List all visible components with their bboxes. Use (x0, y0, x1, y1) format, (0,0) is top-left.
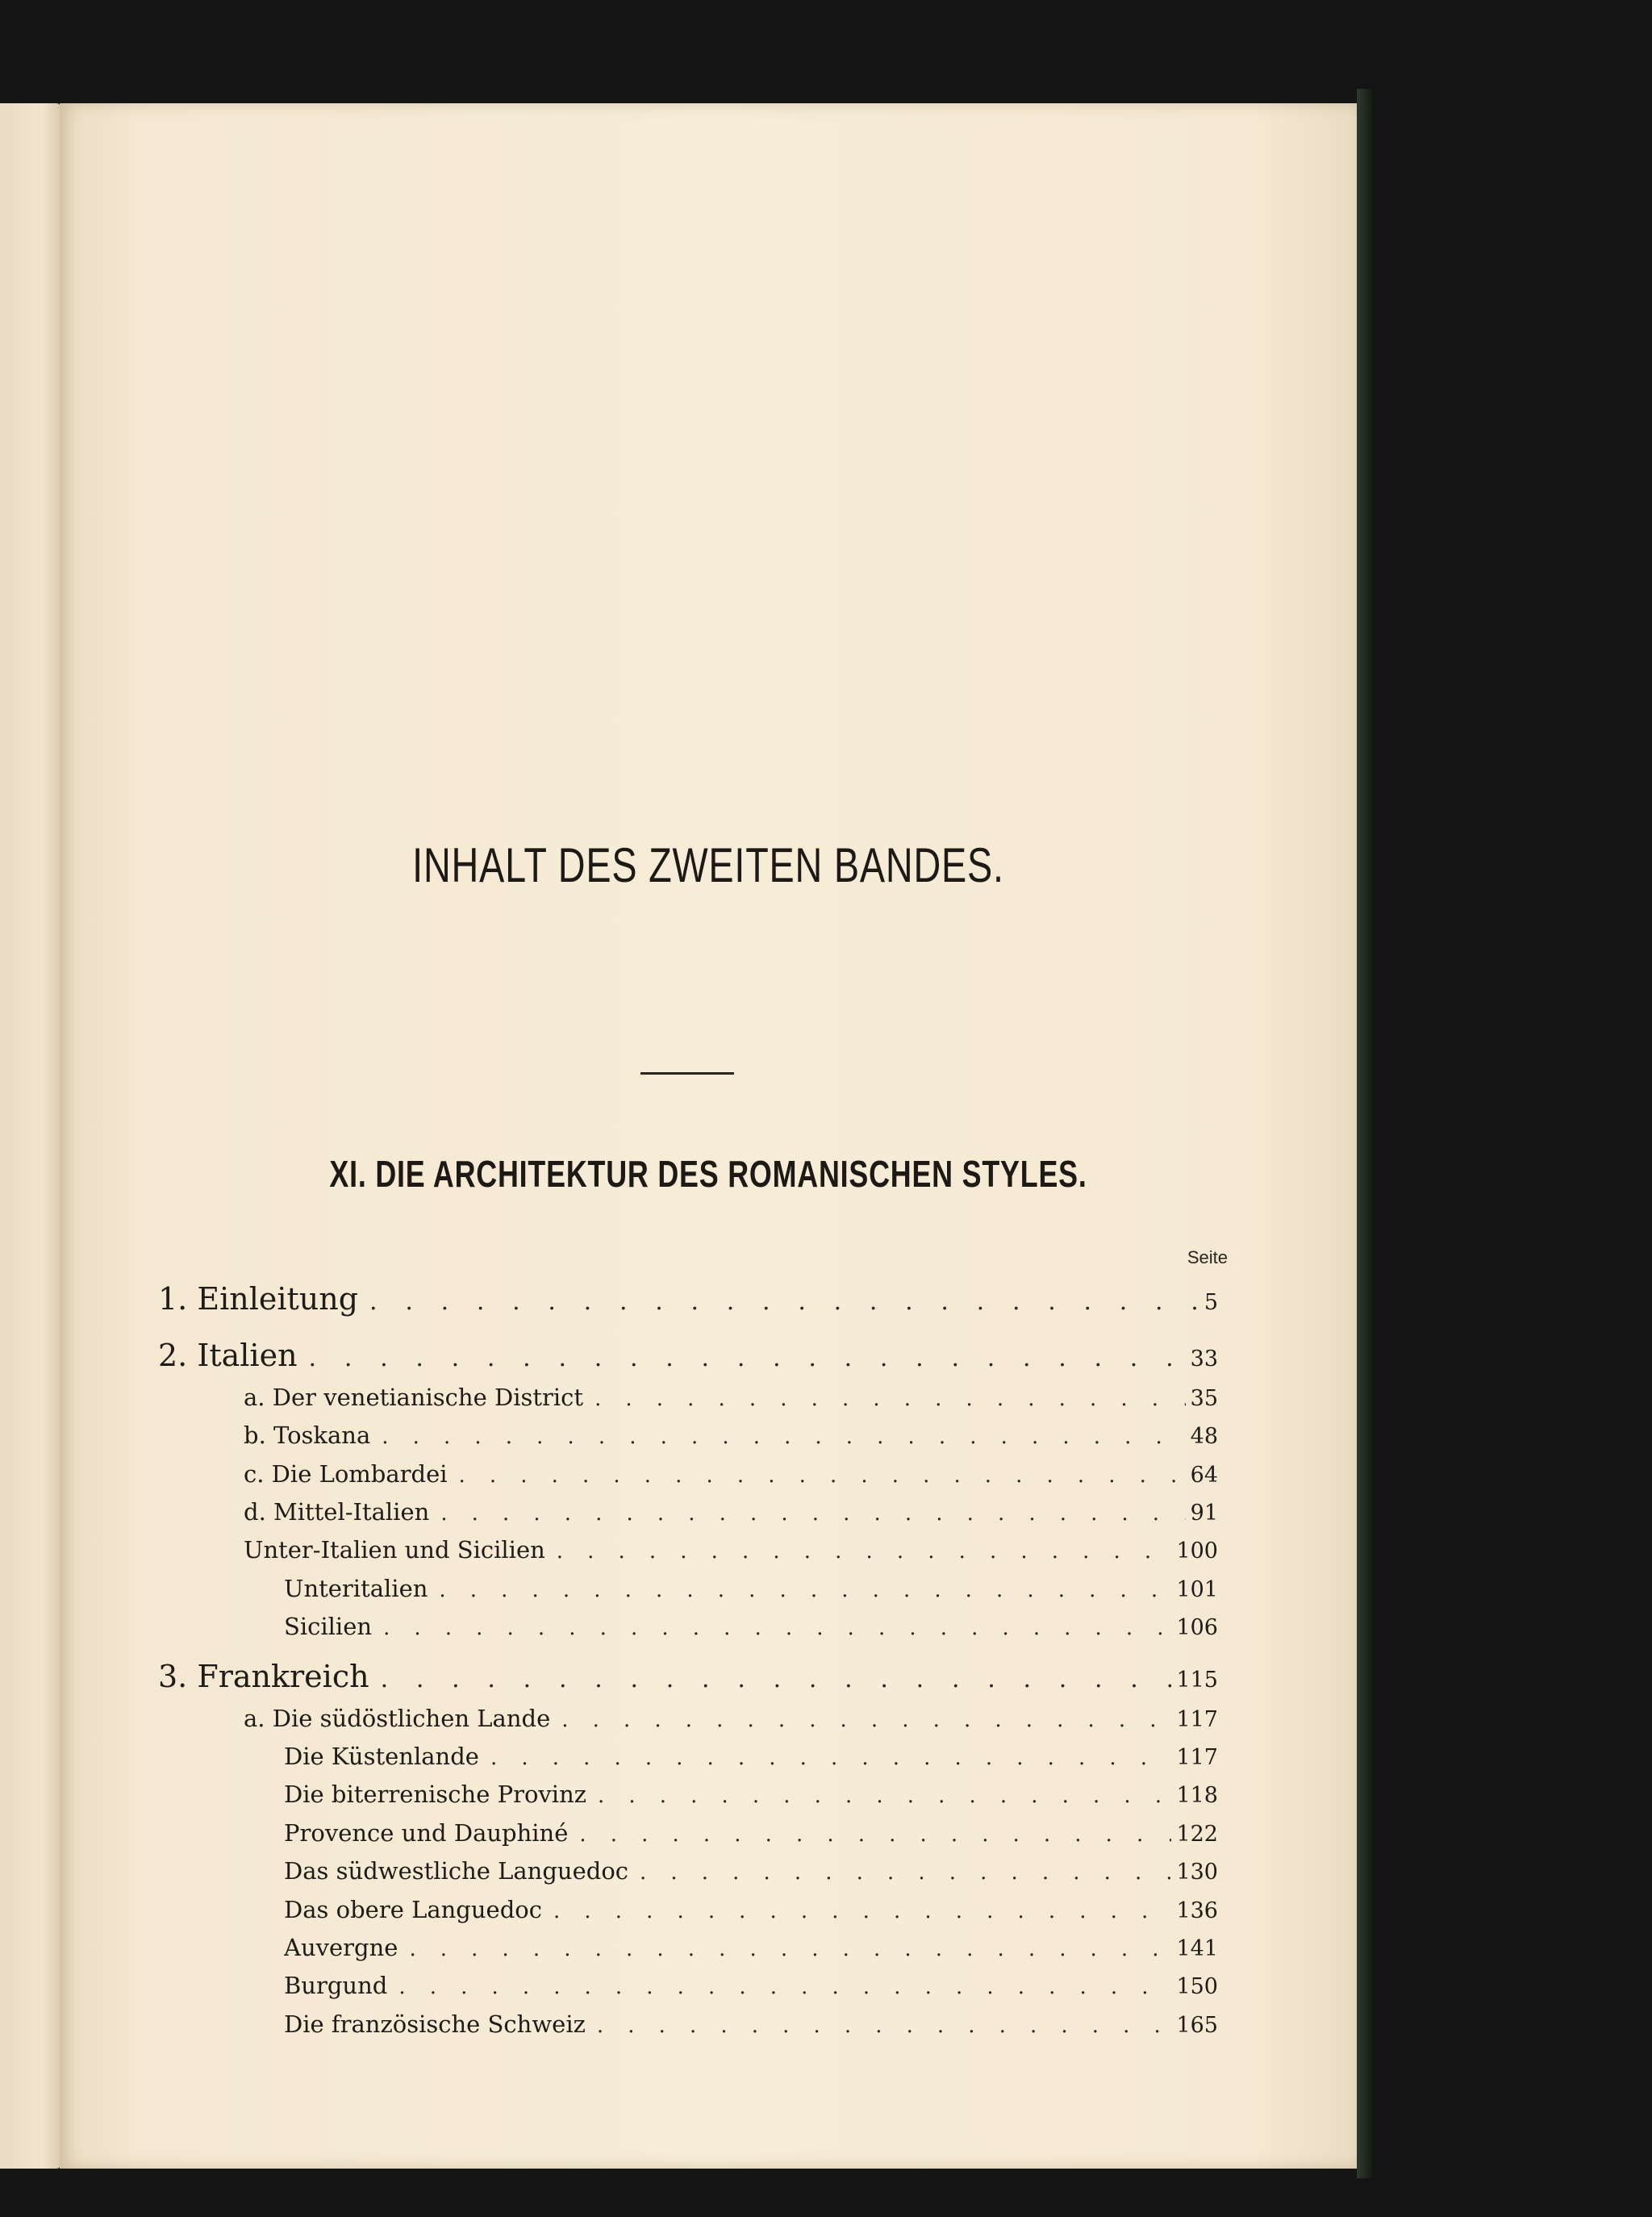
toc-entry (244, 1498, 1218, 1530)
toc-entry-page: 117 (1176, 1707, 1218, 1732)
toc-leader-dots (479, 1746, 1171, 1770)
toc-entry (158, 1338, 1218, 1378)
toc-entry-label: Burgund (284, 1972, 388, 1999)
toc-entry-label: 1. Einleitung (158, 1281, 359, 1317)
toc-leader-dots (429, 1501, 1185, 1526)
toc-leader-dots (448, 1463, 1186, 1488)
toc-entry-label: Die Küstenlande (284, 1743, 479, 1770)
toc-entry (244, 1384, 1218, 1416)
toc-entry-label: b. Toskana (244, 1422, 371, 1449)
toc-entry-page: 136 (1176, 1898, 1218, 1923)
previous-page-edge (0, 103, 61, 2169)
toc-entry-page: 117 (1176, 1745, 1218, 1770)
toc-entry-label: 3. Frankreich (158, 1659, 369, 1694)
toc-entry-label: Das südwestliche Languedoc (284, 1857, 629, 1885)
toc-leader-dots (542, 1899, 1171, 1923)
toc-leader-dots (628, 1860, 1171, 1885)
toc-leader-dots (550, 1708, 1171, 1732)
toc-entry (284, 1896, 1218, 1928)
toc-entry-label: Unteritalien (284, 1575, 428, 1602)
toc-entry-label: c. Die Lombardei (244, 1460, 448, 1488)
page-title: INHALT DES ZWEITEN BANDES. (412, 838, 1004, 892)
book-page (60, 103, 1357, 2169)
toc-leader-dots (358, 1288, 1199, 1316)
toc-entry-label: a. Der venetianische District (244, 1384, 584, 1411)
title-divider (640, 1072, 734, 1075)
toc-entry-page: 35 (1190, 1386, 1218, 1411)
toc-leader-dots (369, 1665, 1172, 1693)
toc-entry (284, 1613, 1218, 1645)
toc-entry-label: Auvergne (284, 1934, 398, 1961)
toc-entry-page: 130 (1176, 1860, 1218, 1885)
toc-entry-label: Unter-Italien und Sicilien (244, 1536, 545, 1564)
toc-entry-page: 5 (1204, 1290, 1218, 1315)
toc-entry-page: 33 (1190, 1346, 1218, 1372)
toc-entry-page: 48 (1190, 1424, 1218, 1449)
toc-leader-dots (372, 1616, 1171, 1640)
toc-entry-page: 122 (1176, 1822, 1218, 1847)
toc-entry-label: Die biterrenische Provinz (284, 1781, 587, 1808)
section-title: XI. DIE ARCHITEKTUR DES ROMANISCHEN STYLES. (329, 1153, 1087, 1195)
toc-leader-dots (398, 1937, 1171, 1961)
toc-entry-label: Provence und Dauphiné (284, 1819, 569, 1847)
toc-entry-page: 91 (1190, 1501, 1218, 1526)
toc-entry (244, 1536, 1218, 1568)
toc-entry (284, 1819, 1218, 1852)
toc-entry-page: 141 (1176, 1936, 1218, 1961)
toc-entry (158, 1281, 1218, 1321)
book-binding (1357, 89, 1373, 2178)
toc-entry (284, 1934, 1218, 1966)
toc-entry-page: 106 (1176, 1615, 1218, 1640)
toc-entry-page: 115 (1176, 1668, 1218, 1693)
toc-entry-label: d. Mittel-Italien (244, 1498, 430, 1526)
toc-entry (158, 1659, 1218, 1699)
toc-entry (244, 1422, 1218, 1454)
toc-leader-dots (428, 1578, 1171, 1602)
toc-leader-dots (298, 1344, 1186, 1372)
toc-entry-page: 118 (1176, 1783, 1218, 1808)
toc-entry (284, 1781, 1218, 1813)
toc-entry-page: 101 (1176, 1577, 1218, 1602)
page-column-label: Seite (1187, 1247, 1228, 1267)
toc-entry-label: Die französische Schweiz (284, 2010, 586, 2038)
toc-entry (284, 1857, 1218, 1889)
toc-leader-dots (370, 1425, 1185, 1449)
toc-leader-dots (568, 1822, 1171, 1847)
toc-entry (284, 2010, 1218, 2043)
toc-entry (284, 1575, 1218, 1607)
toc-entry-page: 165 (1176, 2013, 1218, 2038)
toc-entry-label: Sicilien (284, 1613, 373, 1640)
toc-entry (284, 1972, 1218, 2004)
toc-leader-dots (586, 2014, 1172, 2038)
toc-entry-label: 2. Italien (158, 1338, 298, 1373)
toc-leader-dots (583, 1387, 1186, 1411)
toc-entry-page: 64 (1190, 1463, 1218, 1488)
toc-entry (244, 1460, 1218, 1493)
toc-entry (244, 1705, 1218, 1737)
toc-entry-page: 100 (1176, 1539, 1218, 1564)
toc-leader-dots (387, 1975, 1171, 1999)
toc-leader-dots (545, 1539, 1172, 1564)
toc-leader-dots (586, 1784, 1171, 1808)
toc-entry-page: 150 (1176, 1974, 1218, 1999)
toc-entry-label: a. Die südöstlichen Lande (244, 1705, 551, 1732)
toc-entry (284, 1743, 1218, 1775)
toc-entry-label: Das obere Languedoc (284, 1896, 542, 1923)
